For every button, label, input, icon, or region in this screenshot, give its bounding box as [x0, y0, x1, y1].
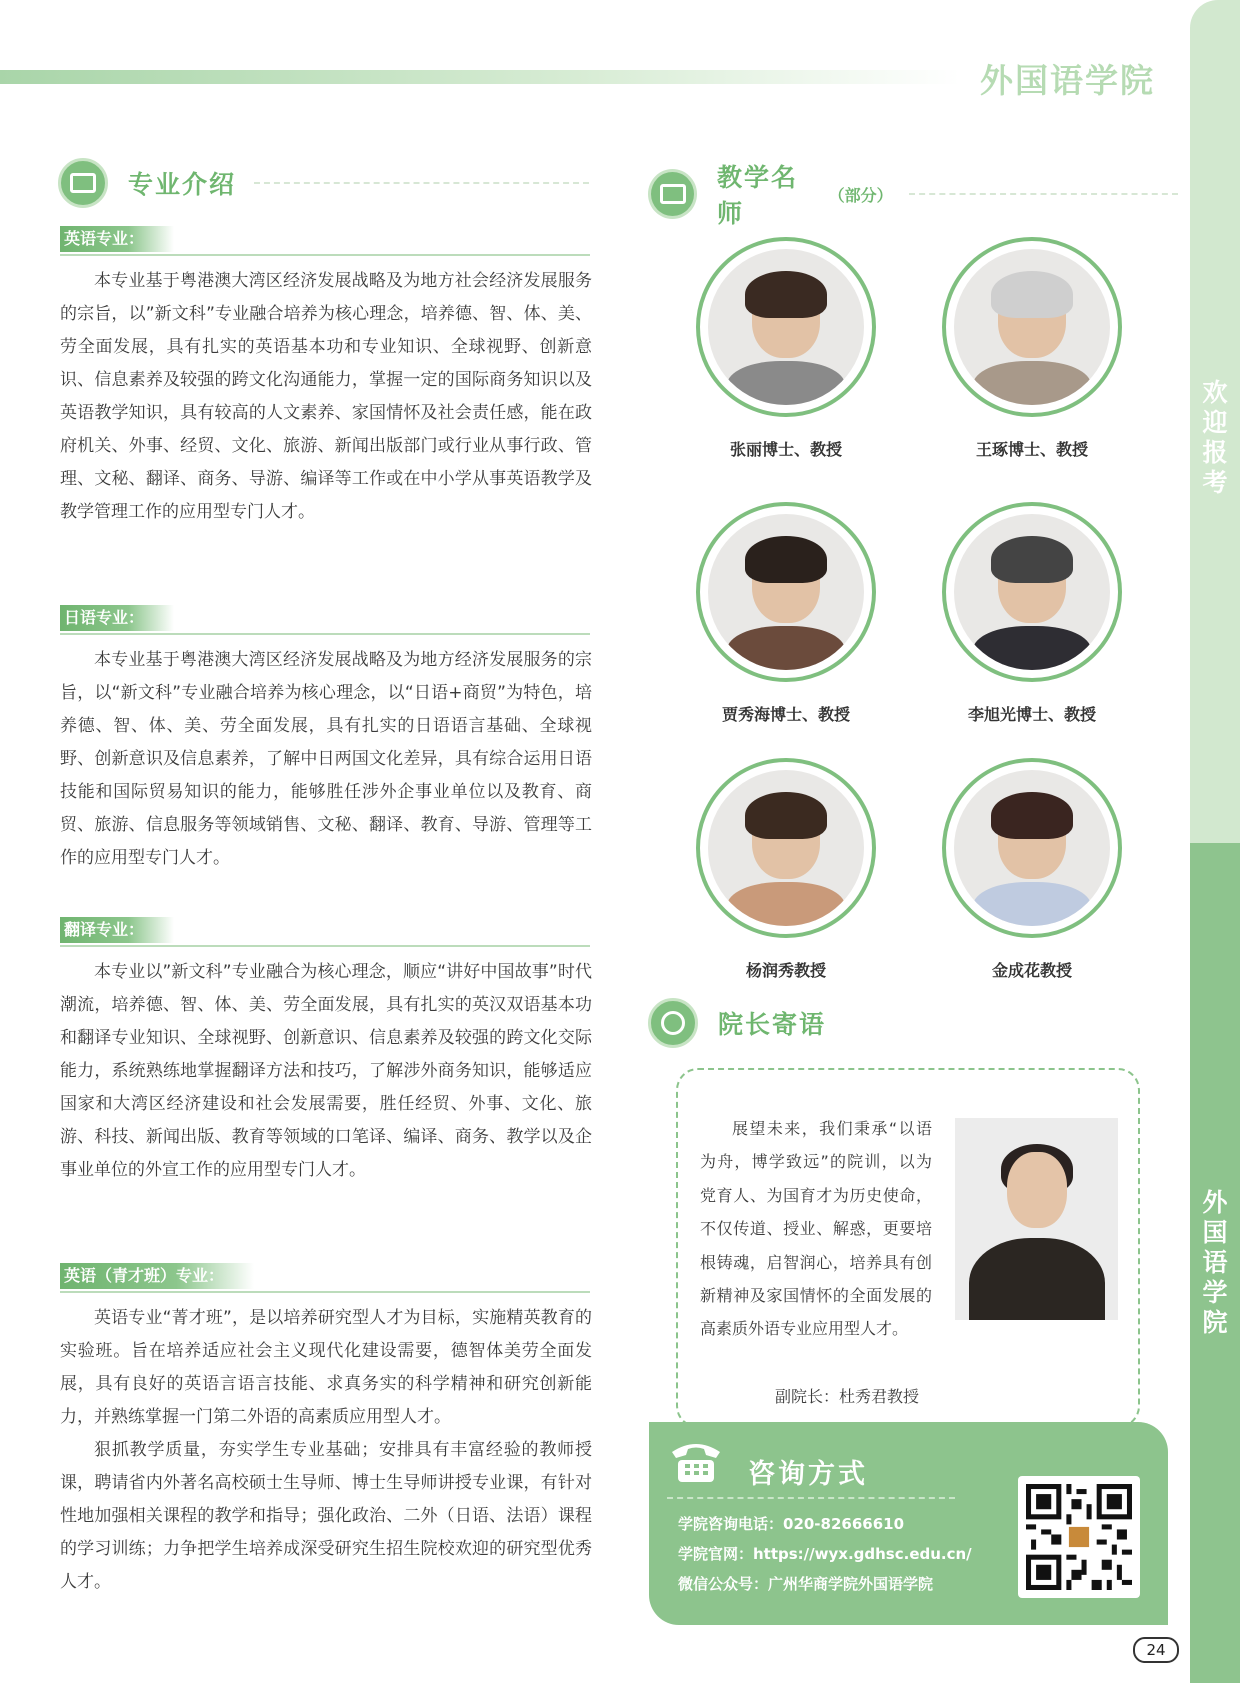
- contact-website[interactable]: 学院官网：https://wyx.gdhsc.edu.cn/: [678, 1545, 972, 1563]
- board-icon: [58, 158, 108, 208]
- school-name: 外国语学院: [980, 61, 1155, 100]
- teacher-card: [942, 502, 1122, 725]
- major-desc-english: 本专业基于粤港澳大湾区经济发展战略及为地方社会经济发展服务的宗旨，以”新文科”专业融合培养为核心理念，培养德、智、体、美、劳全面发展，具有扎实的英语基本功和专业知识、全球视野、创新意识、信息素养及较强的跨文化沟通能力，掌握一定的国际商务知识以及英语教学知识，具有较高的人文素养、家国情怀及社会责任感，能在政府机关、外事、经贸、文化、旅游、新闻出版部门或行业从事行政、管理、文秘、翻译、商务、导游、编译等工作或在中小学从事英语教学及教学管理工作的应用型专门人才。: [60, 271, 592, 522]
- contact-phone[interactable]: 学院咨询电话：020-82666610: [678, 1515, 905, 1533]
- teacher-photo: [696, 502, 876, 682]
- graduate-cap-icon: [648, 998, 698, 1048]
- major-heading-translation: 翻译专业：: [60, 917, 590, 943]
- contact-wechat: 微信公众号：广州华商学院外国语学院: [678, 1575, 934, 1593]
- dean-photo: [955, 1118, 1118, 1320]
- telephone-icon: [668, 1438, 724, 1484]
- teachers-title: 教学名师: [717, 163, 799, 228]
- teacher-card: [696, 758, 876, 981]
- teacher-card: [696, 502, 876, 725]
- major-desc-translation: 本专业以”新文科”专业融合为核心理念，顺应“讲好中国故事”时代潮流，培养德、智、体、美、劳全面发展，具有扎实的英汉双语基本功和翻译专业知识、全球视野、创新意识、信息素养及较强的跨文化交际能力，系统熟练地掌握翻译方法和技巧，了解涉外商务知识，能够适应国家和大湾区经济建设和社会发展需要，胜任经贸、外事、文化、旅游、科技、新闻出版、教育等领域的口笔译、编译、商务、教学以及企事业单位的外宣工作的应用型专门人才。: [60, 962, 592, 1180]
- teacher-name: 王琢博士、教授: [975, 440, 1088, 459]
- teacher-card: [942, 237, 1122, 460]
- major-desc-elite: 英语专业“菁才班”，是以培养研究型人才为目标，实施精英教育的实验班。旨在培养适应社会主义现代化建设需要，德智体美劳全面发展，具有良好的英语言语言技能、求真务实的科学精神和研究创新能力，并熟练掌握一门第二外语的高素质应用型人才。 狠抓教学质量，夯实学生专业基础；安排具有丰富经验的教师授课，聘请省内外著名高校硕士生导师、博士生导师讲授专业课，有针对性地加强相关课程的教学和指导；强化政治、二外（日语、法语）课程的学习训练；力争把学生培养成深受研究生招生院校欢迎的研究型优秀人才。: [60, 1308, 592, 1592]
- teacher-name: 张丽博士、教授: [729, 440, 842, 459]
- divider: [909, 193, 1178, 195]
- qr-code-pattern: [1026, 1484, 1132, 1590]
- teacher-card: [696, 237, 876, 460]
- major-heading-english: 英语专业：: [60, 226, 590, 252]
- teacher-icon: [648, 169, 697, 219]
- major-desc-japanese: 本专业基于粤港澳大湾区经济发展战略及为地方经济发展服务的宗旨，以“新文科”专业融合培养为核心理念，以“日语+商贸”为特色，培养德、智、体、美、劳全面发展，具有扎实的日语语言基础、全球视野、创新意识及信息素养，了解中日两国文化差异，具有综合运用日语技能和国际贸易知识的能力，能够胜任涉外企事业单位以及教育、商贸、旅游、信息服务等领域销售、文秘、翻译、教育、导游、管理等工作的应用型专门人才。: [60, 650, 592, 868]
- side-tab-welcome[interactable]: 欢 迎 报 考: [1202, 378, 1228, 497]
- dean-signature: 副院长：杜秀君教授: [775, 1387, 920, 1406]
- contact-title: 咨询方式: [748, 1459, 868, 1490]
- teacher-photo: [942, 502, 1122, 682]
- major-heading-japanese: 日语专业：: [60, 605, 590, 631]
- dean-title: 院长寄语: [718, 1010, 827, 1039]
- teacher-name: 贾秀海博士、教授: [721, 705, 850, 724]
- teacher-photo: [696, 758, 876, 938]
- teacher-photo: [696, 237, 876, 417]
- teachers-subtitle: （部分）: [828, 185, 893, 205]
- page-number: 24: [1133, 1637, 1179, 1663]
- divider: [667, 1497, 955, 1499]
- teacher-photo: [942, 237, 1122, 417]
- intro-section-header: [58, 158, 598, 208]
- teacher-name: 李旭光博士、教授: [967, 705, 1096, 724]
- header-bar: [0, 70, 960, 84]
- major-heading-elite: 英语（青才班）专业：: [60, 1263, 590, 1289]
- teachers-section-header: [648, 158, 1178, 230]
- divider: [254, 182, 589, 184]
- qr-code[interactable]: [1018, 1476, 1140, 1598]
- teacher-name: 金成花教授: [991, 961, 1072, 980]
- teacher-photo: [942, 758, 1122, 938]
- teacher-card: [942, 758, 1122, 981]
- side-tab-college[interactable]: 外 国 语 学 院: [1202, 1188, 1228, 1337]
- dean-message: 展望未来，我们秉承“以语为舟，博学致远”的院训，以为党育人、为国育才为历史使命，不仅传道、授业、解惑，更要培根铸魂，启智润心，培养具有创新精神及家国情怀的全面发展的高素质外语专业应用型人才。: [700, 1119, 932, 1339]
- teacher-name: 杨润秀教授: [745, 961, 826, 980]
- dean-section-header: [648, 998, 826, 1048]
- intro-title: 专业介绍: [128, 170, 237, 199]
